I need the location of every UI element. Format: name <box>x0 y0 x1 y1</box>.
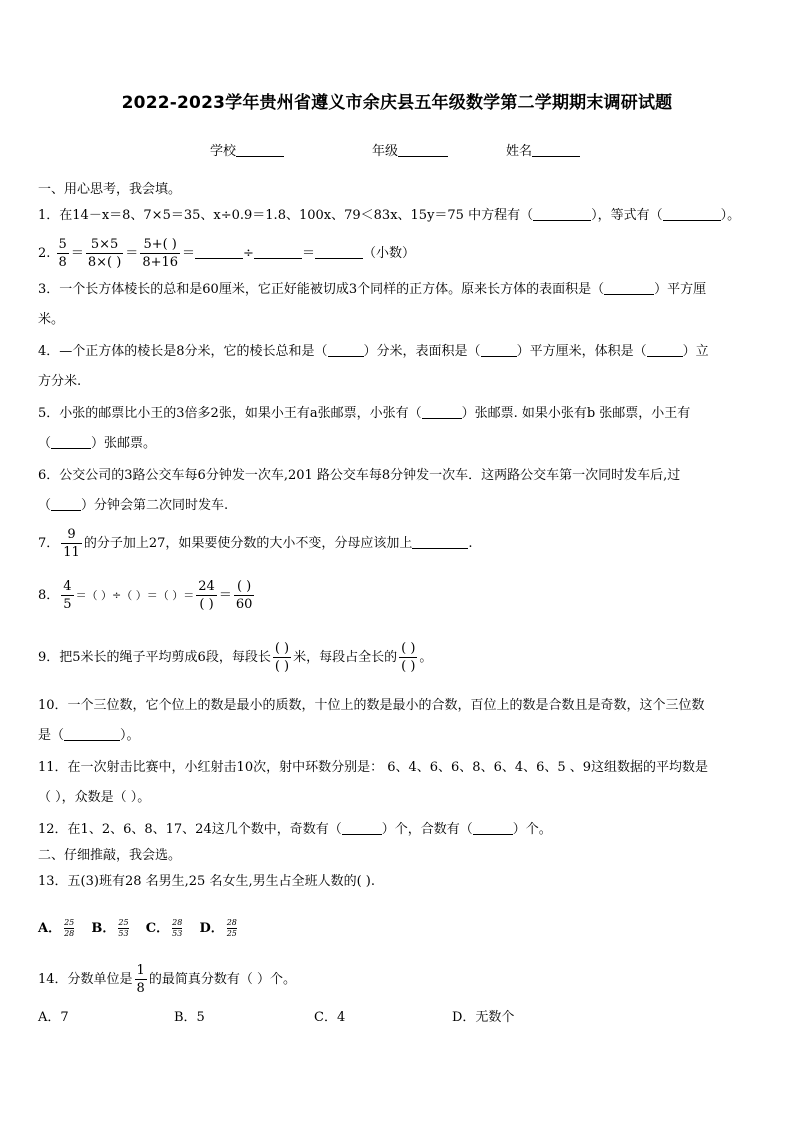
option-a: A． $\frac{25}{28}$ <box>38 918 75 938</box>
section-2-heading: 二、仔细推敲，我会选。 <box>38 848 182 863</box>
question-10: 10．一个三位数，它个位上的数是最小的质数，十位上的数是最小的合数，百位上的数是合数且是奇数，这个三位数 <box>38 698 705 713</box>
question-4: 4．—个正方体的棱长是8分米，它的棱长总和是（ ）分米，表面积是（ ）平方厘米，体积是（ ）立 <box>38 344 709 359</box>
fraction: $\frac{5+( )}{8+16}$ <box>142 237 179 270</box>
fraction: $\frac{( )}{60}$ <box>235 579 253 612</box>
fraction: $\frac{24}{( )}$ <box>198 579 215 612</box>
question-14-option-c: C．4 <box>314 1010 346 1025</box>
name-field <box>506 140 580 159</box>
question-7: 7． $\frac{9}{11}$ 的分子加上27，如果要使分数的大小不变，分母应该加上 . <box>38 527 473 560</box>
question-6-cont: （ ）分钟会第二次同时发车. <box>38 498 229 513</box>
fraction: $\frac{( )}{( )}$ <box>401 641 416 674</box>
question-11-cont: （ ），众数是（ ）。 <box>38 790 151 805</box>
option-d: D． $\frac{28}{25}$ <box>199 918 237 938</box>
section-1-heading: 一、用心思考，我会填。 <box>38 182 182 197</box>
question-3-cont: 米。 <box>38 312 65 327</box>
option-b: B． $\frac{25}{53}$ <box>91 918 129 938</box>
fraction: $\frac{5}{8}$ <box>58 237 67 270</box>
question-11: 11．在一次射击比赛中，小红射击10次，射中环数分别是： 6、4、6、6、8、6、4、6、5 、9这组数据的平均数是 <box>38 760 709 775</box>
question-12: 12．在1、2、6、8、17、24这几个数中，奇数有（ ）个，合数有（ ）个。 <box>38 822 552 837</box>
grade-field <box>372 140 448 159</box>
question-14-option-b: B．5 <box>174 1010 205 1025</box>
question-8: 8． $\frac{4}{5}$ ＝（ ）÷（ ）＝（ ）＝ $\frac{24}{( )}$ ＝ $\frac{( )}{60}$ <box>38 579 253 612</box>
fraction: $\frac{5\times 5}{8\times( )}$ <box>87 237 122 270</box>
page-title: 2022-2023学年贵州省遵义市余庆县五年级数学第二学期期末调研试题 <box>121 93 673 113</box>
option-c: C． $\frac{28}{53}$ <box>145 918 183 938</box>
fraction: $\frac{9}{11}$ <box>63 527 80 560</box>
grade-label: 年级 <box>372 144 399 159</box>
question-2: 2. $\frac{5}{8}$ ＝ $\frac{5\times 5}{8\times( )}$ ＝ $\frac{5+( )}{8+16}$ ＝ ÷ ＝ （小数） <box>38 237 415 270</box>
name-label: 姓名 <box>506 144 533 159</box>
question-4-cont: 方分米. <box>38 374 82 389</box>
school-field <box>210 140 284 159</box>
question-5-cont: （ ）张邮票。 <box>38 436 157 451</box>
question-5: 5．小张的邮票比小王的3倍多2张，如果小王有a张邮票，小张有（ ）张邮票. 如果小张有b 张邮票，小王有 <box>38 406 691 421</box>
question-10-cont: 是（ ）。 <box>38 728 140 743</box>
question-6: 6．公交公司的3路公交车每6分钟发一次车,201 路公交车每8分钟发一次车．这两路公交车第一次同时发车后,过 <box>38 468 681 483</box>
question-14: 14．分数单位是 $\frac{1}{8}$ 的最简真分数有（ ）个。 <box>38 963 296 996</box>
question-13: 13．五(3)班有28 名男生,25 名女生,男生占全班人数的( ). <box>38 874 375 889</box>
school-label: 学校 <box>210 144 237 159</box>
question-13-options <box>38 914 240 944</box>
fraction: $\frac{1}{8}$ <box>136 963 145 996</box>
question-14-option-d: D．无数个 <box>452 1010 515 1025</box>
question-1: 1．在14－x＝8、7×5＝35、x÷0.9＝1.8、100x、79＜83x、15y＝75 中方程有（ ），等式有（ ）。 <box>38 208 741 223</box>
fraction: $\frac{( )}{( )}$ <box>274 641 290 674</box>
question-14-option-a: A．7 <box>38 1010 69 1025</box>
question-9: 9．把5米长的绳子平均剪成6段，每段长 $\frac{( )}{( )}$ 米，每段占全长的 $\frac{( )}{( )}$ 。 <box>38 641 433 674</box>
question-3: 3．一个长方体棱长的总和是60厘米，它正好能被切成3个同样的正方体。原来长方体的表面积是（ ）平方厘 <box>38 282 707 297</box>
fraction: $\frac{4}{5}$ <box>63 579 72 612</box>
